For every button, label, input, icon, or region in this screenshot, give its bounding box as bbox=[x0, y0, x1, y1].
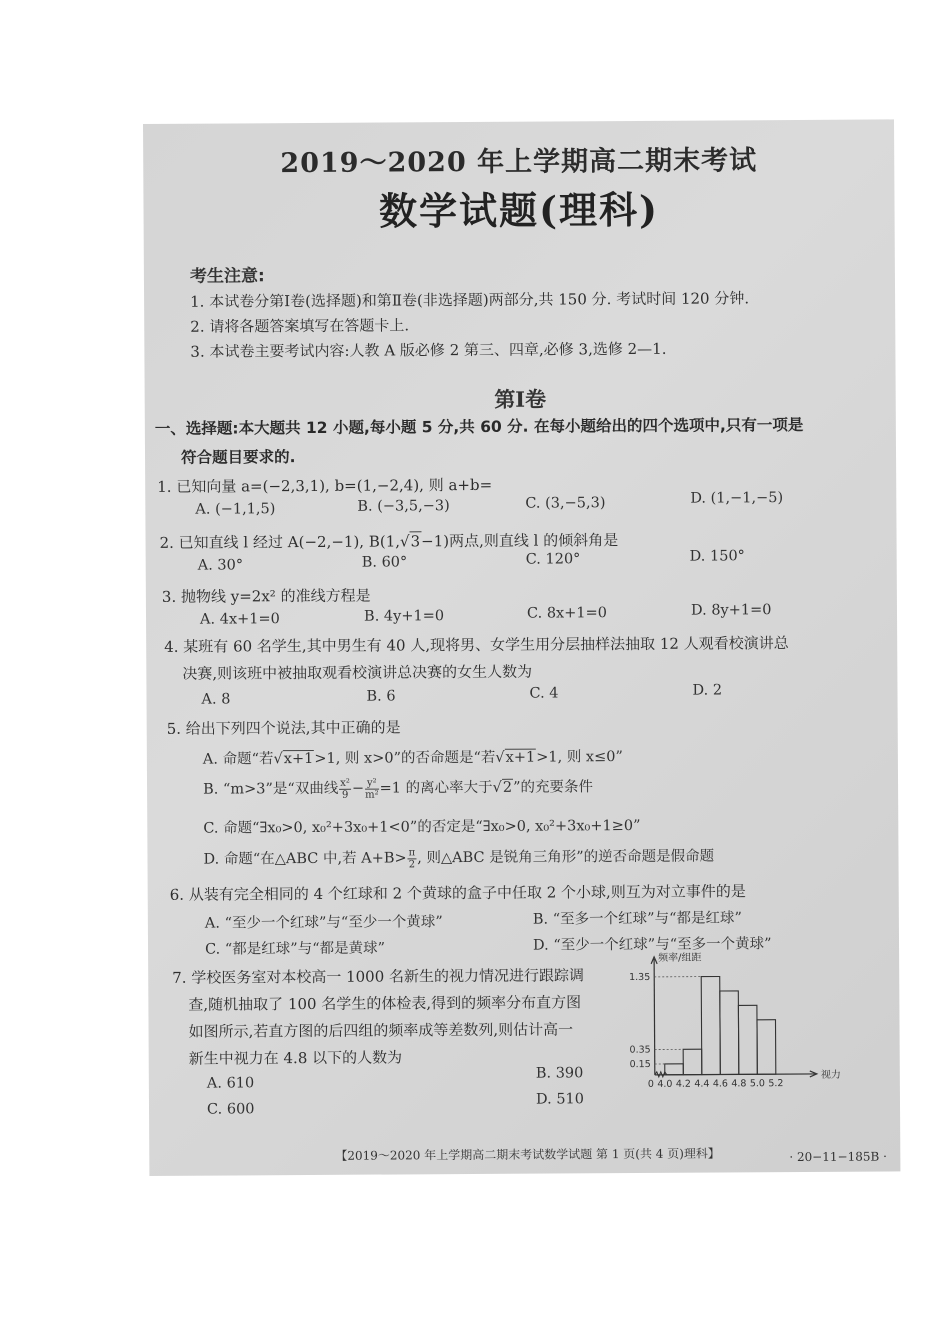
q3-option-c: C. 8x+1=0 bbox=[526, 605, 607, 622]
q2-option-c: C. 120° bbox=[525, 551, 581, 568]
x-tick-label: 4.6 bbox=[712, 1078, 728, 1090]
q3-option-b: B. 4y+1=0 bbox=[363, 608, 445, 625]
y-axis bbox=[654, 959, 655, 1075]
exam-paper bbox=[143, 119, 900, 1176]
section-heading-line2: 符合题目要求的. bbox=[180, 448, 296, 467]
q6-option-b: B. “至多一个红球”与“都是红球” bbox=[532, 910, 742, 928]
x-axis-label: 视力 bbox=[820, 1069, 841, 1081]
q4-stem-line1: 4. 某班有 60 名学生,其中男生有 40 人,现将男、女学生用分层抽样法抽取 12 人观看校演讲总 bbox=[164, 634, 789, 656]
q1-option-b: B. (−3,5,−3) bbox=[357, 498, 450, 515]
volume-heading: 第Ⅰ卷 bbox=[494, 386, 547, 412]
q1-stem: 1. 已知向量 a=(−2,3,1), b=(1,−2,4), 则 a+b= bbox=[157, 475, 493, 496]
q2-stem: 2. 已知直线 l 经过 A(−2,−1), B(1,√3−1)两点,则直线 l 的倾斜角是 bbox=[159, 531, 619, 552]
q7-stem-line4: 新生中视力在 4.8 以下的人数为 bbox=[188, 1048, 403, 1068]
q6-option-c: C. “都是红球”与“都是黄球” bbox=[204, 940, 386, 958]
q6-stem: 6. 从装有完全相同的 4 个红球和 2 个黄球的盒子中任取 2 个小球,则互为对立事件的是 bbox=[169, 882, 746, 904]
x-tick-label: 4.4 bbox=[694, 1078, 710, 1090]
q5-option-d: D. 命题“在△ABC 中,若 A+B> $\frac{\pi}{2}$ , 则△ABC 是锐角三角形”的逆否命题是假命题 bbox=[203, 846, 715, 870]
origin-label: 0 bbox=[647, 1078, 654, 1090]
q3-option-a: A. 4x+1=0 bbox=[199, 611, 280, 628]
q4-option-c: C. 4 bbox=[529, 685, 559, 702]
q5-option-c: C. 命题“∃x₀>0, x₀²+3x₀+1<0”的否定是“∃x₀>0, x₀²+3x₀+1≥0” bbox=[203, 817, 641, 837]
q7-option-d: D. 510 bbox=[535, 1091, 585, 1108]
exam-subtitle: 数学试题(理科) bbox=[378, 186, 660, 234]
q7-stem-line1: 7. 学校医务室对本校高一 1000 名新生的视力情况进行跟踪调 bbox=[172, 966, 585, 987]
notice-item-2: 2. 请将各题答案填写在答题卡上. bbox=[190, 316, 410, 336]
y-tick-label: 0.15 bbox=[629, 1059, 651, 1071]
page-code: · 20−11−185B · bbox=[789, 1149, 888, 1165]
y-axis-label: 频率/组距 bbox=[658, 952, 702, 964]
histogram-bar bbox=[738, 1005, 757, 1074]
x-tick-label: 4.2 bbox=[675, 1078, 691, 1090]
q5-stem: 5. 给出下列四个说法,其中正确的是 bbox=[166, 718, 401, 738]
q1-option-a: A. (−1,1,5) bbox=[195, 501, 276, 518]
histogram-bar bbox=[757, 1020, 776, 1075]
histogram-bar bbox=[720, 991, 739, 1075]
exam-title: 2019～2020 年上学期高二期末考试 bbox=[280, 145, 758, 180]
q6-option-d: D. “至少一个红球”与“至多一个黄球” bbox=[532, 936, 772, 954]
q3-stem: 3. 抛物线 y=2x² 的准线方程是 bbox=[161, 586, 371, 606]
section-heading-line1: 一、选择题:本大题共 12 小题,每小题 5 分,共 60 分. 在每小题给出的四个选项中,只有一项是 bbox=[154, 415, 804, 438]
histogram-bar bbox=[701, 976, 720, 1074]
q5-option-b: B. “m>3”是“双曲线 $\frac{\text{x²}}{9}$ − $\frac{\text{y²}}{\text{m²}}$ =1 的离心率大于√2”的充要条件 bbox=[203, 777, 594, 801]
q1-option-d: D. (1,−1,−5) bbox=[690, 490, 784, 507]
histogram-chart bbox=[626, 950, 852, 1099]
q7-option-c: C. 600 bbox=[206, 1101, 255, 1118]
q7-option-b: B. 390 bbox=[535, 1065, 584, 1082]
y-tick-label: 0.35 bbox=[629, 1044, 651, 1056]
q6-option-a: A. “至少一个红球”与“至少一个黄球” bbox=[204, 914, 443, 932]
y-tick-label: 1.35 bbox=[629, 971, 651, 984]
q4-stem-line2: 决赛,则该班中被抽取观看校演讲总决赛的女生人数为 bbox=[182, 662, 533, 683]
q2-option-a: A. 30° bbox=[197, 557, 244, 574]
x-tick-label: 5.0 bbox=[749, 1078, 765, 1090]
q2-option-d: D. 150° bbox=[689, 548, 745, 565]
q7-stem-line3: 如图所示,若直方图的后四组的频率成等差数列,则估计高一 bbox=[188, 1020, 574, 1041]
q7-option-a: A. 610 bbox=[206, 1075, 255, 1092]
q3-option-d: D. 8y+1=0 bbox=[690, 602, 772, 619]
x-tick-label: 4.8 bbox=[731, 1078, 747, 1090]
x-tick-label: 4.0 bbox=[657, 1078, 673, 1090]
q4-option-b: B. 6 bbox=[366, 688, 396, 705]
q2-option-b: B. 60° bbox=[361, 554, 408, 571]
q7-stem-line2: 查,随机抽取了 100 名学生的体检表,得到的频率分布直方图 bbox=[188, 993, 582, 1014]
q4-option-a: A. 8 bbox=[201, 691, 231, 708]
page-footer: 【2019～2020 年上学期高二期末考试数学试题 第 1 页(共 4 页)理科】 bbox=[335, 1146, 720, 1163]
q5-option-a: A. 命题“若√x+1>1, 则 x>0”的否命题是“若√x+1>1, 则 x≤0” bbox=[202, 749, 623, 768]
x-tick-label: 5.2 bbox=[768, 1078, 784, 1090]
histogram-bar bbox=[665, 1064, 684, 1075]
notice-heading: 考生注意: bbox=[189, 266, 265, 287]
notice-item-1: 1. 本试卷分第Ⅰ卷(选择题)和第Ⅱ卷(非选择题)两部分,共 150 分. 考试时间 120 分钟. bbox=[190, 289, 750, 311]
notice-item-3: 3. 本试卷主要考试内容:人教 A 版必修 2 第三、四章,必修 3,选修 2—1. bbox=[190, 339, 667, 361]
q4-option-d: D. 2 bbox=[692, 682, 723, 699]
histogram-bar bbox=[683, 1049, 702, 1075]
q1-option-c: C. (3,−5,3) bbox=[525, 495, 606, 512]
